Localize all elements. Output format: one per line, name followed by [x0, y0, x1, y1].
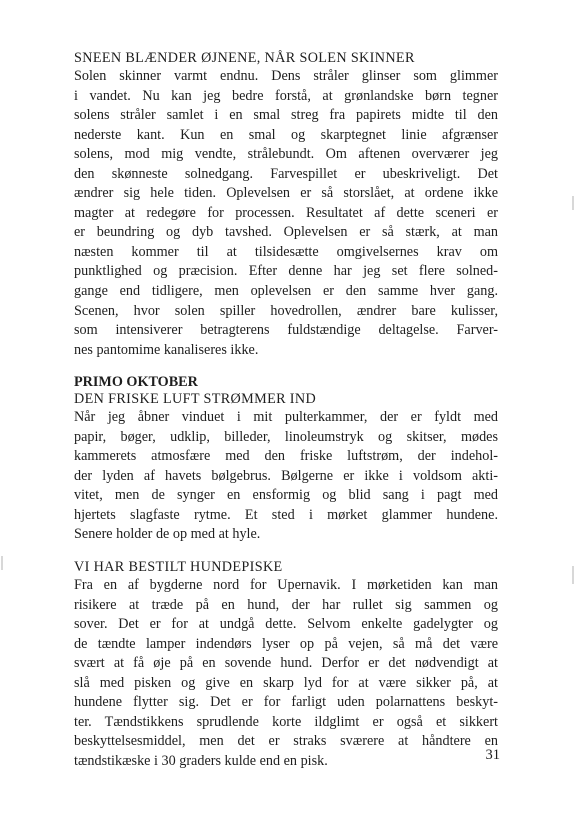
section-body	[74, 67, 498, 360]
text-line: næsten kommer til at tilsidesætte omgivelsernes krav om	[74, 243, 498, 260]
page-edge-mark	[572, 566, 574, 584]
text-line: ændrer sig hele tiden. Oplevelsen er så storslået, at ordene ikke	[74, 185, 498, 202]
text-line: svært at få øje på en sovende hund. Derfor er det nødvendigt at	[74, 655, 498, 672]
text-line: sover. Det er for at undgå dette. Selvom enkelte gadelygter og	[74, 616, 498, 633]
text-line: den skønneste solnedgang. Farvespillet er ubeskriveligt. Det	[74, 165, 498, 182]
text-line: Senere holder de op med at hyle.	[74, 526, 261, 543]
text-line: Fra en af bygderne nord for Upernavik. I mørketiden kan man	[74, 577, 498, 594]
section-whip	[74, 559, 498, 771]
text-line: de tændte lamper indendørs lyser op på vejen, så må det være	[74, 635, 498, 652]
text-line: risikere at træde på en hund, der har rullet sig sammen og	[74, 596, 498, 613]
text-line: hundene flytter sig. Det er for farligt uden polarnattens beskyt-	[74, 694, 498, 711]
section-body	[74, 576, 498, 771]
section-heading: VI HAR BESTILT HUNDEPISKE	[74, 559, 283, 576]
text-line: ter. Tændstikkens sprudlende korte ildglimt er også et sikkert	[74, 713, 498, 730]
section-sun	[74, 50, 498, 360]
page-edge-mark	[1, 556, 3, 570]
text-line: hjertets slagfaste rytme. Et sted i mørket glammer hundene.	[74, 506, 498, 523]
text-line: nederste kant. Kun en smal og skarptegnet linie afgrænser	[74, 126, 498, 143]
section-october	[74, 374, 498, 545]
text-line: som intensiverer betragterens fuldstændige deltagelse. Farver-	[74, 322, 498, 339]
text-line: beskyttelsesmiddel, men det er straks sværere at håndtere en	[74, 733, 498, 750]
text-line: magter at redegøre for processen. Resultatet af dette sceneri er	[74, 204, 498, 221]
text-line: der lyden af havets bølgebrus. Bølgerne er ikke i voldsom akti-	[74, 467, 498, 484]
text-line: solens, mod mig vendte, strålebundt. Om aftenen overværer jeg	[74, 146, 498, 163]
text-line: solens stråler samlet i en smal streg fra papirets midte til den	[74, 107, 498, 124]
text-line: punktlighed og præcision. Efter denne har jeg set flere solned-	[74, 263, 498, 280]
text-line: i vandet. Nu kan jeg bedre forstå, at grønlandske børn tegner	[74, 87, 498, 104]
text-line: slå med pisken og give en skarp lyd for at være sikker på, at	[74, 674, 498, 691]
text-line: kammerets atmosfære med den friske luftstrøm, der indehol-	[74, 448, 498, 465]
text-line: er beundring og dyb tavshed. Oplevelsen er så stærk, at man	[74, 224, 498, 241]
text-line: Solen skinner varmt endnu. Dens stråler glinser som glimmer	[74, 68, 498, 84]
text-line: vitet, men de synger en ensformig og blid sang i pagt med	[74, 487, 498, 504]
section-date-label: PRIMO OKTOBER	[74, 374, 198, 391]
text-line: gange end tidligere, men oplevelsen er den samme hver gang.	[74, 283, 498, 300]
page-edge-mark	[572, 196, 574, 210]
section-body	[74, 408, 498, 545]
page-content	[74, 50, 498, 772]
text-line: papir, bøger, udklip, billeder, linoleumstryk og skitser, mødes	[74, 428, 498, 445]
section-heading: SNEEN BLÆNDER ØJNENE, NÅR SOLEN SKINNER	[74, 50, 415, 66]
text-line: Scenen, hvor solen spiller hovedrollen, ændrer bare kulisser,	[74, 302, 498, 319]
page-number: 31	[485, 747, 500, 763]
text-line: tændstikæske i 30 graders kulde end en pisk.	[74, 752, 328, 769]
section-heading: DEN FRISKE LUFT STRØMMER IND	[74, 391, 317, 408]
text-line: nes pantomime kanaliseres ikke.	[74, 341, 259, 358]
text-line: Når jeg åbner vinduet i mit pulterkammer, der er fyldt med	[74, 409, 498, 426]
